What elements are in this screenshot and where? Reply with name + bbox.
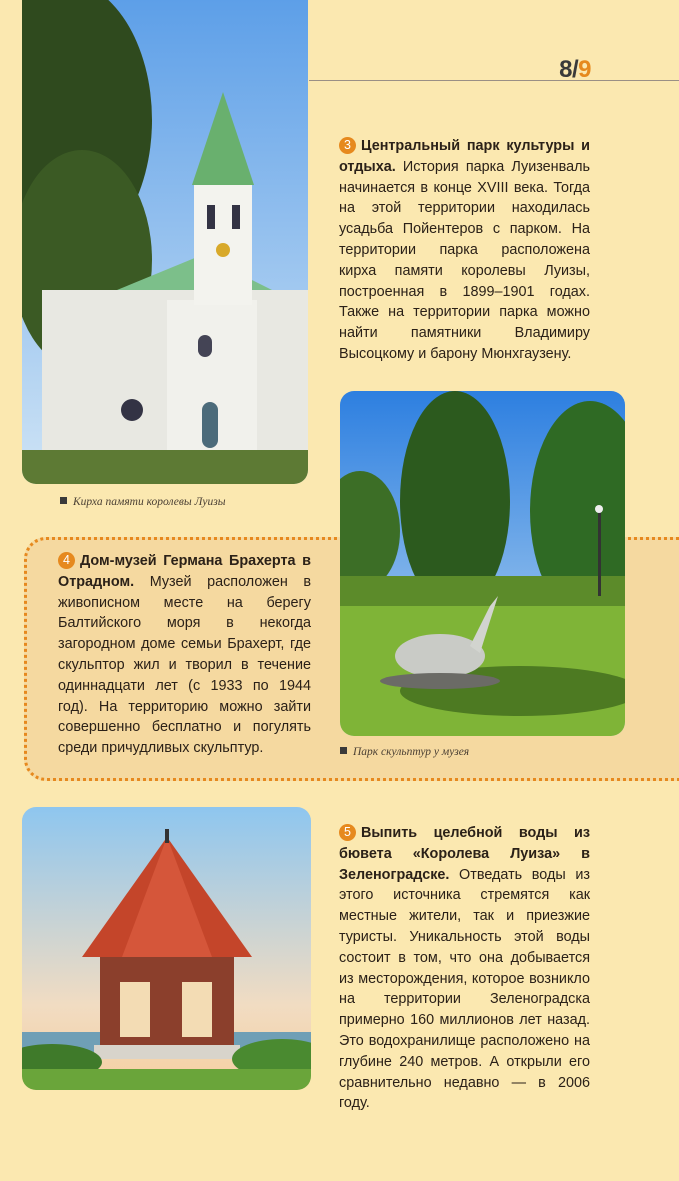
section-number-badge: 3	[339, 137, 356, 154]
section-body: Музей расположен в живописном месте на берегу Балтийского моря в некогда загородном доме семьи Брахерт, где скульптор жил и творил в течение одиннадцати лет (с 1933 по 1944 год). На территорию можно зайти совершенно бесплатно и погулять среди причудливых скульптур.	[58, 573, 311, 757]
section-4	[58, 551, 311, 759]
caption-bullet-icon	[60, 497, 67, 504]
sculpture-park-photo	[340, 391, 625, 736]
header-rule	[309, 80, 679, 81]
pavilion-photo	[22, 807, 311, 1090]
section-number-badge: 4	[58, 552, 75, 569]
section-3	[339, 136, 590, 365]
sculpture-park-caption: Парк скульптур у музея	[340, 746, 469, 758]
section-number-badge: 5	[339, 824, 356, 841]
page-total: 9	[578, 56, 591, 83]
page-current: 8/	[559, 56, 579, 83]
caption-bullet-icon	[340, 747, 347, 754]
church-photo	[22, 0, 308, 484]
section-title: Центральный парк культуры и отдыха.	[339, 138, 590, 175]
section-title: Дом-музей Германа Брахерта в Отрадном.	[58, 553, 311, 590]
section-body: Отведать воды из этого источника стремятся как местные жители, так и приезжие туристы. Уникальность этой воды состоит в том, что она добывается из месторождения, которое возникло на территории Зеленоградска примерно 160 миллионов лет назад. Это водохранилище расположено на глубине 240 метров. А открыли его сравнительно недавно — в 2006 году.	[339, 866, 590, 1112]
section-5	[339, 823, 590, 1114]
church-caption: Кирха памяти королевы Луизы	[60, 496, 225, 508]
page-number	[559, 56, 591, 84]
section-title: Выпить целебной воды из бювета «Королева Луиза» в Зеленоградске.	[339, 825, 590, 883]
section-body: История парка Луизенваль начинается в конце XVIII века. Тогда на этой территории находилась усадьба Пойентеров с парком. На территории парка расположена кирха памяти королевы Луизы, построенная в 1899–1901 годах. Также на территории парка можно найти памятники Владимиру Высоцкому и барону Мюнхгаузену.	[339, 158, 590, 362]
